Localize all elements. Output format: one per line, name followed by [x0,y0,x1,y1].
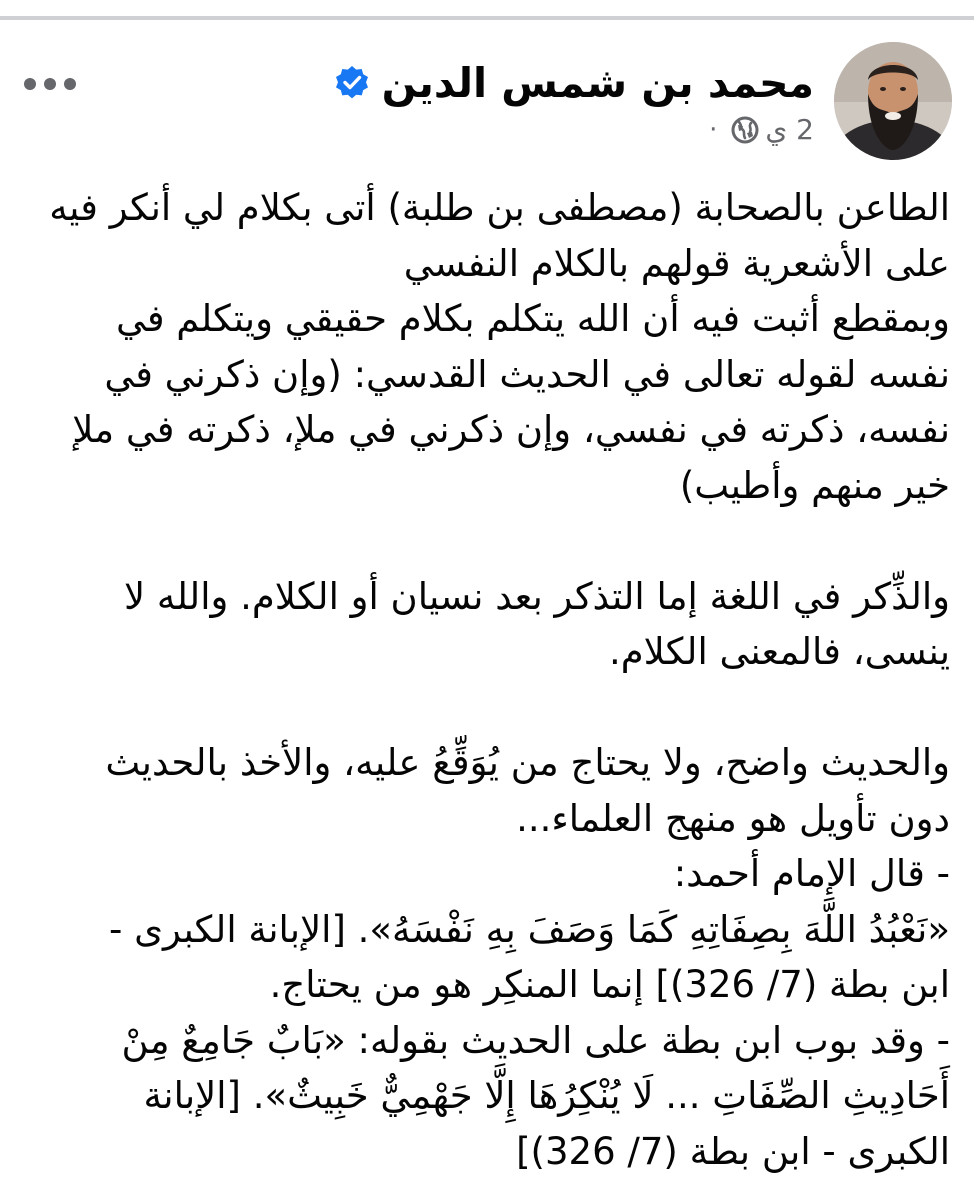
text-line: نفسه لقوله تعالى في الحديث القدسي: (وإن ذكرني في [104,352,950,396]
text-line: الطاعن بالصحابة (مصطفى بن طلبة) أتى بكلام لي أنكر فيه [49,186,950,229]
text-line: ابن بطة (7/ 326)] إنما المنكِر هو من يحتاج. [269,963,950,1006]
more-dots-icon [23,77,77,91]
text-line: نفسه، ذكرته في نفسي، وإن ذكرني في ملإ، ذكرته في ملإ [72,408,950,451]
more-options-button[interactable] [20,64,80,104]
avatar[interactable] [834,42,952,160]
profile-photo [834,42,952,160]
text-line: ينسى، فالمعنى الكلام. [609,630,950,673]
verified-badge-icon [334,65,370,101]
globe-icon [731,116,759,144]
author-row [334,58,814,108]
top-divider [0,16,974,20]
meta-separator-dot: · [709,115,718,145]
text-line: - قال الإمام أحمد: [673,852,950,895]
text-line: خير منهم وأطيب) [679,463,950,507]
text-line: أَحَادِيثِ الصِّفَاتِ ... لَا يُنْكِرُهَا إِلَّا جَهْمِيٌّ خَبِيثٌ». [الإبانة [143,1074,950,1117]
post-header [0,40,974,170]
text-line: دون تأويل هو منهج العلماء... [516,796,950,840]
post-meta [709,112,814,148]
text-line: - وقد بوب ابن بطة على الحديث بقوله: «بَابٌ جَامِعٌ مِنْ [121,1018,950,1062]
post-body [10,180,950,1179]
text-line: على الأشعرية قولهم بالكلام النفسي [403,241,950,285]
text-line: الكبرى - ابن بطة (7/ 326)] [516,1129,950,1173]
paragraph-1 [10,180,950,513]
text-line: «نَعْبُدُ اللَّهَ بِصِفَاتِهِ كَمَا وَصَفَ بِهِ نَفْسَهُ». [الإبانة الكبرى - [108,907,950,951]
paragraph-3 [10,735,950,1179]
text-line: والحديث واضح، ولا يحتاج من يُوَقِّعُ عليه، والأخذ بالحديث [105,741,950,784]
author-name[interactable]: محمد بن شمس الدين [381,59,814,107]
paragraph-gap [10,680,950,736]
text-line: وبمقطع أثبت فيه أن الله يتكلم بكلام حقيقي ويتكلم في [116,297,950,340]
paragraph-2 [10,569,950,680]
post-time[interactable]: 2 ي [765,113,814,146]
paragraph-gap [10,513,950,569]
text-line: والذِّكر في اللغة إما التذكر بعد نسيان أو الكلام. والله لا [123,574,950,618]
